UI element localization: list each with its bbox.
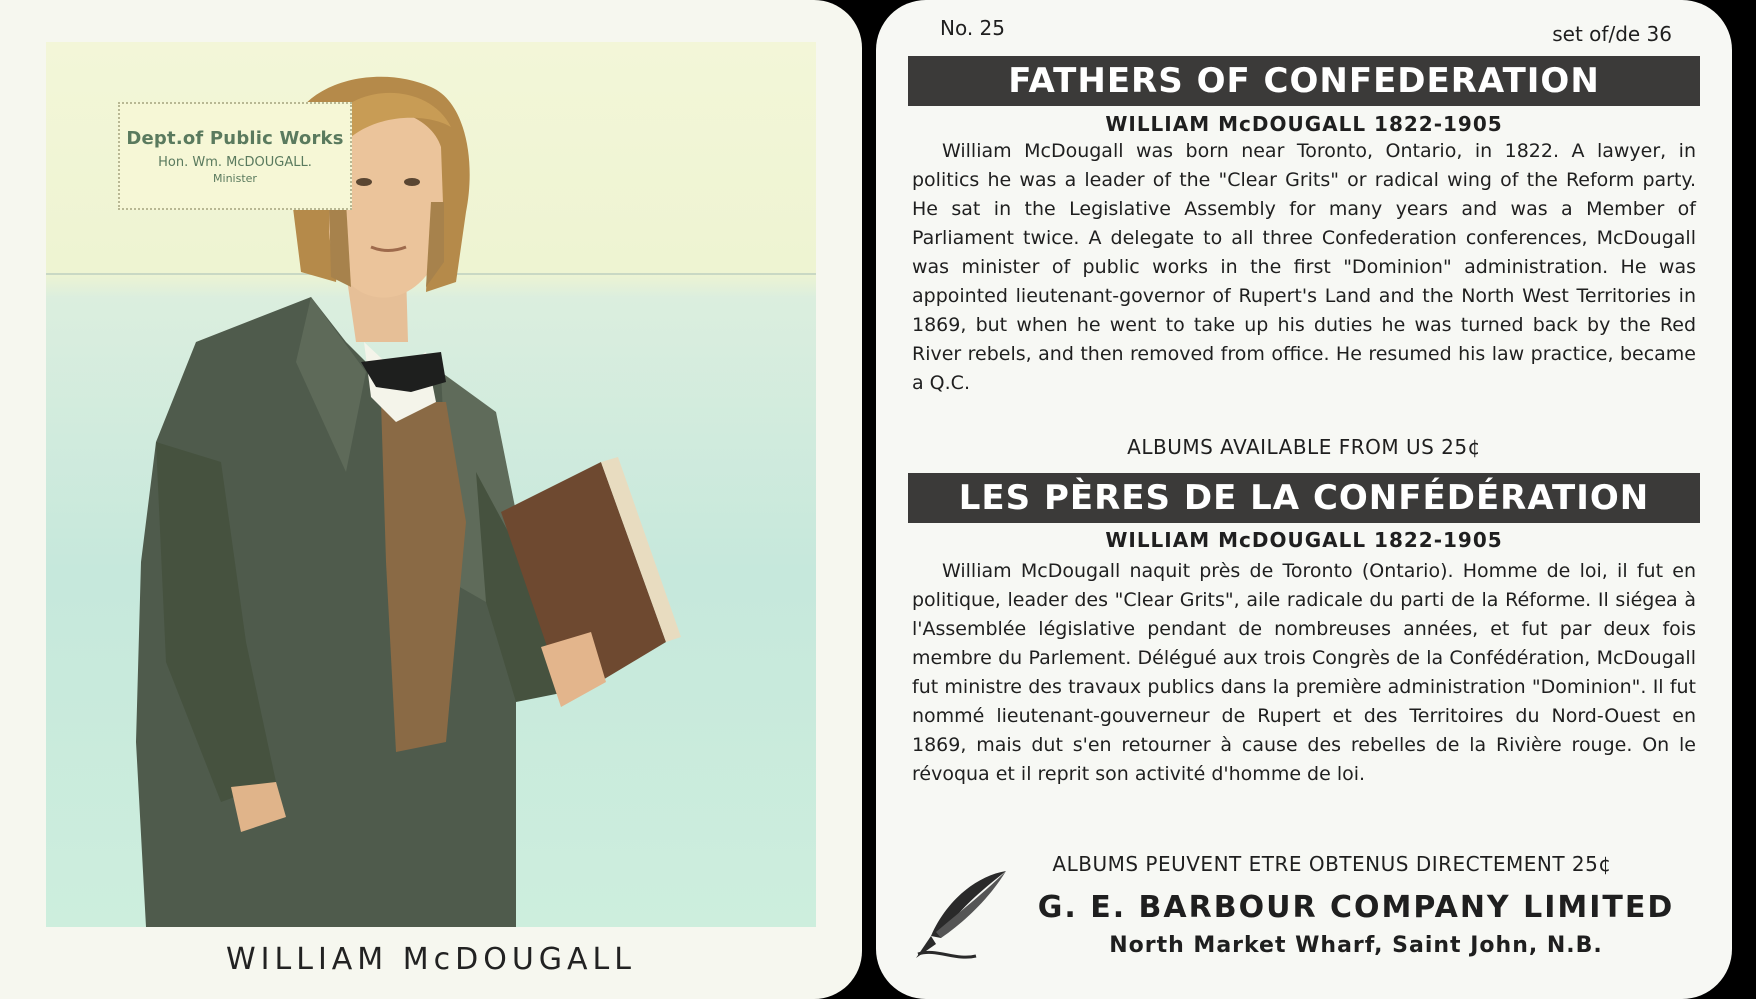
card-front — [0, 0, 862, 999]
front-name-caption: WILLIAM McDOUGALL — [226, 942, 636, 977]
french-subtitle: WILLIAM McDOUGALL 1822-1905 — [1105, 528, 1503, 552]
french-body: William McDougall naquit près de Toronto (Ontario). Homme de loi, il fut en politique, leader des "Clear Grits", aile radicale du parti de la Réforme. Il siégea à l'Assemblée législative pendant de nombreuses années, et fut par deux fois membre du Parlement. Délégué aux trois Congrès de la Confédération, McDougall fut ministre des travaux publics dans la première administration "Dominion". Il fut nommé lieutenant-gouverneur de Rupert et des Territoires du Nord-Ouest en 1869, mais dut s'en retourner à cause des rebelles de la Rivière rouge. On le révoqua et il reprit son activité d'homme de loi. — [912, 560, 1696, 785]
set-count: set of/de 36 — [1552, 22, 1672, 46]
company-address: North Market Wharf, Saint John, N.B. — [1109, 933, 1603, 958]
dept-sign — [118, 102, 352, 210]
sign-line-1: Dept.of Public Works — [126, 127, 344, 149]
english-albums-note: ALBUMS AVAILABLE FROM US 25¢ — [1127, 435, 1481, 459]
french-title-banner: LES PÈRES DE LA CONFÉDÉRATION — [908, 473, 1700, 523]
sign-line-3: Minister — [213, 171, 257, 185]
english-subtitle: WILLIAM McDOUGALL 1822-1905 — [1105, 112, 1503, 136]
card-number: No. 25 — [940, 16, 1006, 40]
french-albums-note: ALBUMS PEUVENT ETRE OBTENUS DIRECTEMENT 25¢ — [1052, 852, 1612, 876]
english-title-banner: FATHERS OF CONFEDERATION — [908, 56, 1700, 106]
card-back — [876, 0, 1732, 999]
company-name: G. E. BARBOUR COMPANY LIMITED — [1037, 890, 1675, 925]
sign-line-2: Hon. Wm. McDOUGALL. — [158, 154, 312, 170]
english-body: William McDougall was born near Toronto, Ontario, in 1822. A lawyer, in politics he was a leader of the "Clear Grits" or radical wing of the Reform party. He sat in the Legislative Assembly for many years and was a Member of Parliament twice. A delegate to all three Confederation conferences, McDougall was minister of public works in the first "Dominion" administration. He was appointed lieutenant-governor of Rupert's Land and the North West Territories in 1869, but when he went to take up his duties he was turned back by the Red River rebels, and then removed from office. He resumed his law practice, became a Q.C. — [912, 140, 1696, 394]
portrait-illustration — [46, 42, 816, 927]
quill-pen-icon — [906, 866, 1016, 966]
